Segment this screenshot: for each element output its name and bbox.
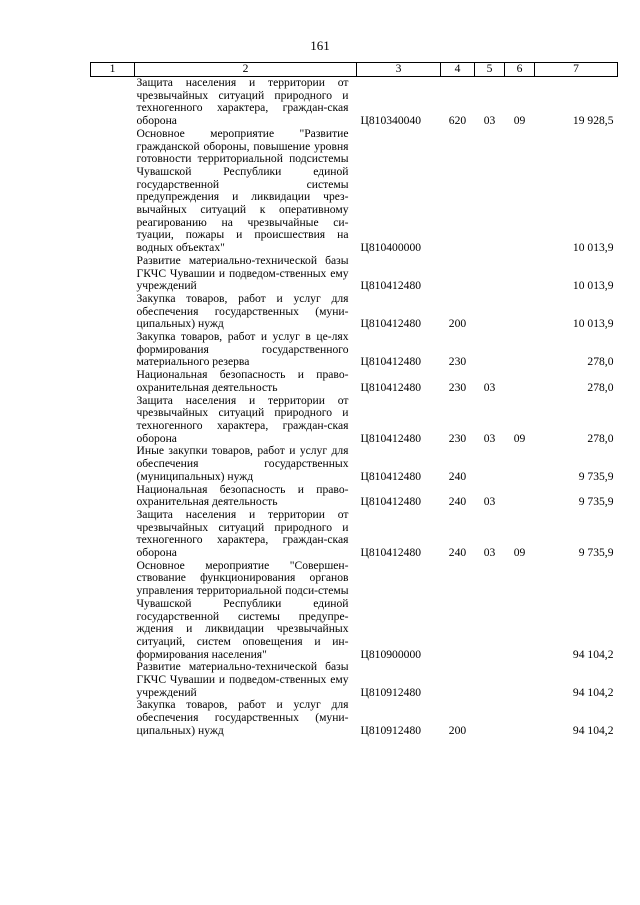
cell-expense-type — [441, 128, 475, 255]
cell-description: Закупка товаров, работ и услуг для обеспечения государственных (муни-ципальных) нужд — [136, 698, 349, 737]
table-row — [91, 484, 618, 509]
cell-target-code: Ц810900000 — [360, 647, 422, 661]
cell-amount: 19 928,5 — [572, 114, 614, 128]
cell-description: Защита населения и территории от чрезвычайных ситуаций природного и техногенного характера, граждан-ская оборона — [136, 76, 349, 128]
table-row — [91, 369, 618, 394]
cell-subsection — [505, 128, 535, 255]
cell-section — [475, 128, 505, 255]
column-header: 1 — [91, 63, 135, 77]
cell-expense-type: 230 — [448, 431, 467, 445]
column-header: 7 — [535, 63, 618, 77]
cell-subsection — [505, 560, 535, 662]
cell-description: Развитие материально-технической базы ГКЧС Чувашии и подведом-ственных ему учреждений — [136, 660, 349, 699]
cell-expense-type — [441, 661, 475, 699]
cell-amount: 9 735,9 — [578, 469, 614, 483]
cell-description: Защита населения и территории от чрезвычайных ситуаций природного и техногенного характера, граждан-ская оборона — [136, 393, 349, 445]
cell-section — [475, 445, 505, 483]
cell-target-code: Ц810412480 — [360, 469, 422, 483]
cell-number — [91, 445, 135, 483]
cell-section: 03 — [483, 495, 496, 509]
column-header: 2 — [135, 63, 357, 77]
cell-target-code: Ц810412480 — [360, 355, 422, 369]
cell-expense-type: 200 — [448, 317, 467, 331]
cell-target-code: Ц810912480 — [360, 685, 422, 699]
cell-description: Иные закупки товаров, работ и услуг для обеспечения государственных (муниципальных) нужд — [136, 444, 349, 483]
cell-subsection — [505, 661, 535, 699]
cell-amount: 10 013,9 — [572, 317, 614, 331]
cell-section: 03 — [483, 380, 496, 394]
cell-amount: 9 735,9 — [578, 495, 614, 509]
cell-number — [91, 699, 135, 737]
cell-expense-type: 620 — [448, 114, 467, 128]
cell-amount: 94 104,2 — [572, 723, 614, 737]
column-header: 3 — [357, 63, 441, 77]
cell-amount: 10 013,9 — [572, 241, 614, 255]
table-row — [91, 128, 618, 255]
cell-description: Закупка товаров, работ и услуг в це-лях формирования государственного материального резерва — [136, 330, 349, 369]
cell-number — [91, 331, 135, 369]
cell-amount: 94 104,2 — [572, 685, 614, 699]
cell-subsection: 09 — [513, 431, 526, 445]
cell-target-code: Ц810412480 — [360, 495, 422, 509]
cell-expense-type: 230 — [448, 355, 467, 369]
cell-target-code: Ц810400000 — [360, 241, 422, 255]
cell-subsection — [505, 255, 535, 293]
cell-amount: 10 013,9 — [572, 279, 614, 293]
cell-number — [91, 484, 135, 509]
cell-description: Национальная безопасность и право-охранительная деятельность — [136, 368, 349, 394]
cell-section — [475, 331, 505, 369]
cell-description: Национальная безопасность и право-охранительная деятельность — [136, 482, 349, 509]
cell-target-code: Ц810912480 — [360, 723, 422, 737]
cell-subsection — [505, 699, 535, 737]
cell-expense-type: 230 — [448, 380, 467, 394]
cell-description: Основное мероприятие "Развитие гражданской обороны, повышение уровня готовности территориальной подсистемы Чувашской Республики единой государственной системы предупреждения и ликвидации чрез-вычайных ситуаций к оперативному реагированию на чрезвычайные си-туации, пожары и происшествия на водных объектах" — [136, 126, 349, 255]
table-row — [91, 293, 618, 331]
cell-section — [475, 255, 505, 293]
table-body — [91, 77, 618, 738]
cell-target-code: Ц810412480 — [360, 380, 422, 394]
table-row — [91, 77, 618, 128]
cell-amount: 94 104,2 — [572, 647, 614, 661]
cell-description: Защита населения и территории от чрезвычайных ситуаций природного и техногенного характера, граждан-ская оборона — [136, 507, 349, 560]
cell-section — [475, 293, 505, 331]
cell-number — [91, 560, 135, 662]
cell-expense-type: 240 — [448, 495, 467, 509]
cell-number — [91, 128, 135, 255]
table-row — [91, 699, 618, 737]
cell-section — [475, 661, 505, 699]
cell-expense-type: 240 — [448, 546, 467, 560]
page-number: 161 — [310, 38, 330, 53]
cell-subsection — [505, 484, 535, 509]
column-header: 5 — [475, 63, 505, 77]
cell-description: Развитие материально-технической базы ГКЧС Чувашии и подведом-ственных ему учреждений — [136, 253, 349, 293]
cell-target-code: Ц810412480 — [360, 431, 422, 445]
cell-number — [91, 77, 135, 128]
cell-subsection: 09 — [513, 114, 526, 128]
column-header: 4 — [441, 63, 475, 77]
cell-expense-type — [441, 560, 475, 662]
cell-amount: 278,0 — [587, 431, 614, 445]
cell-section: 03 — [483, 546, 496, 560]
table-row — [91, 509, 618, 560]
cell-number — [91, 369, 135, 394]
cell-target-code: Ц810412480 — [360, 546, 422, 560]
cell-subsection — [505, 369, 535, 394]
column-header: 6 — [505, 63, 535, 77]
cell-expense-type — [441, 255, 475, 293]
cell-subsection — [505, 445, 535, 483]
cell-amount: 9 735,9 — [578, 546, 614, 560]
cell-section — [475, 560, 505, 662]
cell-expense-type: 200 — [448, 723, 467, 737]
table-header-row — [91, 63, 618, 77]
cell-section — [475, 699, 505, 737]
cell-subsection — [505, 293, 535, 331]
cell-section: 03 — [483, 114, 496, 128]
cell-subsection: 09 — [513, 546, 526, 560]
cell-number — [91, 255, 135, 293]
cell-number — [91, 509, 135, 560]
cell-amount: 278,0 — [587, 355, 614, 369]
budget-table — [90, 62, 618, 738]
cell-target-code: Ц810340040 — [360, 114, 422, 128]
cell-target-code: Ц810412480 — [360, 279, 422, 293]
cell-subsection — [505, 331, 535, 369]
table-row — [91, 445, 618, 483]
cell-amount: 278,0 — [587, 380, 614, 394]
cell-expense-type: 240 — [448, 469, 467, 483]
table-row — [91, 661, 618, 699]
cell-description: Закупка товаров, работ и услуг для обеспечения государственных (муни-ципальных) нужд — [136, 291, 349, 331]
table-row — [91, 255, 618, 293]
cell-target-code: Ц810412480 — [360, 317, 422, 331]
cell-number — [91, 293, 135, 331]
cell-description: Основное мероприятие "Совершен-ствование функционирования органов управления территориальной подси-стемы Чувашской Республики единой государственной системы предупре-ждения и ликвидации чрезвычайных ситуаций, систем оповещения и ин-формирования населения" — [136, 558, 349, 661]
table-row — [91, 331, 618, 369]
cell-section: 03 — [483, 431, 496, 445]
cell-number — [91, 395, 135, 446]
table-row — [91, 560, 618, 662]
cell-number — [91, 661, 135, 699]
table-row — [91, 395, 618, 446]
